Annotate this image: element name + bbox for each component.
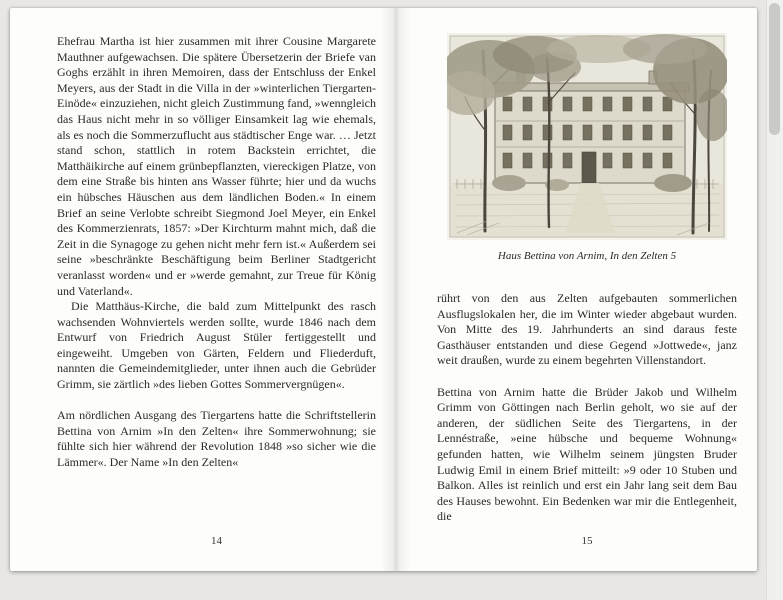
page-gutter-shadow	[381, 8, 411, 571]
paragraph: Bettina von Arnim hatte die Brüder Jakob und Wilhelm Grimm von Göttingen nach Berlin geholt, wo sie auf der anderen, der südlichen Seite des Tiergartens, in der Lennéstraße, »eine hübsche und bequeme Wohnung« gefunden hatten, wie Wilhelm seinem jüngsten Bruder Ludwig Emil in einem Brief mitteilt: »9 oder 10 Stuben und Balkon. Alles ist reinlich und erst ein Jahr lang seit dem Bau des Hauses bewohnt. Ein Bedenken war mir die Entlegenheit, die	[437, 384, 737, 524]
book-spread	[10, 8, 757, 571]
scrollbar-track[interactable]	[766, 0, 783, 600]
paragraph: Ehefrau Martha ist hier zusammen mit ihrer Cousine Margarete Mauthner aufgewachsen. Die spätere Übersetzerin der Briefe van Goghs erzählt in ihren Memoiren, dass der Entschluss der Enkel Meyers, aus der Stadt in die Villa in der »winterlichen Tiergarten-Einöde« einzuziehen, nicht gleich Zustimmung fand, »wenngleich das Haus nicht mehr in so völliger Einsamkeit lag wie ehemals, als es noch die Sommerzuflucht aus städtischer Enge war. … Jetzt stand schon, stattlich in rotem Backstein errichtet, die Matthäikirche auf einem grünbepflanzten, viereckigen Platze, von dem eine Straße bis hinten ans Wasser führte; hier und da wuchs ein hübsches Häuschen aus dem ländlichen Boden.« In einem Brief an seine Verlobte schreibt Siegmond Joel Meyer, ein Enkel des Kommerzienrats, 1857: »Der Kirchturm mahnt mich, daß die Zeit in die Synagoge zu gehen nicht mehr fern ist.« Außerdem sei seine »beschränkte Beschäftigung beim Berliner Stadtgericht veranlasst worden« und er »werde gemahnt, zur Treue für König und Vaterland«.	[57, 34, 376, 298]
house-engraving	[447, 33, 727, 240]
figure	[447, 33, 727, 240]
figure-caption: Haus Bettina von Arnim, In den Zelten 5	[497, 250, 677, 262]
paragraph: Die Matthäus-Kirche, die bald zum Mittelpunkt des rasch wachsenden Wohnviertels werden sollte, wurde 1846 nach dem Entwurf von Friedrich August Stüler fertiggestellt und eingeweiht. Umgeben von Gärten, Feldern und Fliederduft, nannten die Gemeindemitglieder, unter ihnen auch die Gebrüder Grimm, sie zärtlich »des lieben Gottes Sommervergnügen«.	[57, 299, 376, 392]
scrollbar-thumb[interactable]	[769, 3, 780, 135]
right-page-text	[437, 291, 737, 525]
page-number-right: 15	[581, 535, 593, 547]
page-number-left: 14	[211, 535, 222, 547]
paragraph: Am nördlichen Ausgang des Tiergartens hatte die Schriftstellerin Bettina von Arnim »In den Zelten« ihre Sommerwohnung; sie fühlte sich hier während der Revolution 1848 »so sicher wie die Lämmer«. Der Name »In den Zelten«	[57, 408, 376, 470]
left-page-text	[57, 34, 376, 471]
paragraph: rührt von den aus Zelten aufgebauten sommerlichen Ausflugslokalen her, die im Winter wieder abgebaut wurden. Von Mitte des 19. Jahrhunderts an sind daraus feste Gasthäuser entstanden und diese Gegend »Jottwede«, janz weit draußen, wurde zu einem begehrten Villenstandort.	[437, 291, 737, 368]
